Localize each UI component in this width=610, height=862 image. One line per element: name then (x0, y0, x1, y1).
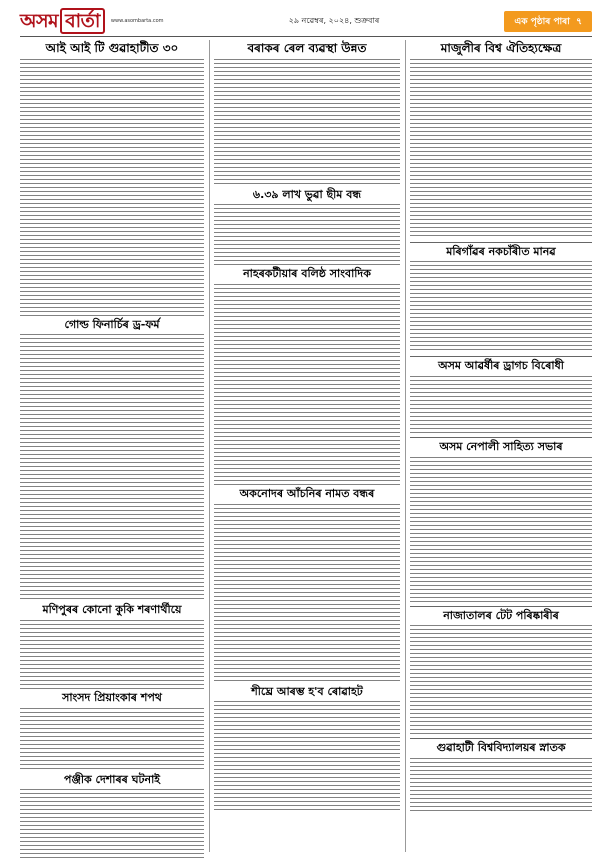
right-column (410, 40, 592, 814)
article-body (214, 701, 400, 811)
page-label: এক পৃষ্ঠাৰ পাৰা (514, 16, 570, 27)
article-headline: অকনোদৰ আঁচনিৰ নামত বন্ধৰ (239, 487, 375, 501)
article-headline: মৰিগাঁৱৰ নকচাঁৰীত মানৱ (446, 244, 556, 258)
logo-subtext: www.asombarta.com (110, 17, 164, 24)
article-body (214, 504, 400, 684)
article-headline: পঞ্জীক দেশাৰৰ ঘটনাই (64, 772, 160, 786)
article-body (214, 204, 400, 266)
column-separator (405, 40, 406, 852)
masthead (20, 8, 592, 34)
article-headline: নাহৰকটীয়াৰ বলিষ্ঠ সাংবাদিক (243, 267, 371, 281)
logo-text: অসম (20, 10, 59, 32)
article-body (410, 376, 592, 434)
page-number-badge (504, 11, 592, 32)
article-headline: বৰাকৰ ৰেল ব্যৱস্থা উন্নত (247, 41, 367, 55)
article-headline: অসম আৱৰ্ষীৰ ড্ৰাগচ বিৰোধী (438, 359, 564, 373)
article-headline: শীঘ্ৰে আৰম্ভ হ'ব ৰোৱাহট (251, 684, 363, 698)
article-body (20, 620, 204, 690)
logo-mark: বাৰ্তা (60, 8, 105, 34)
article-body (410, 758, 592, 814)
article-divider (410, 606, 592, 607)
article-body (410, 625, 592, 735)
article-headline: ৬.৩৯ লাখ ভুৱা ছীম বন্ধ (252, 187, 362, 201)
article-headline: নাজাতালৰ টেট পৰিষ্কাৰীৰ (443, 608, 559, 622)
article-body (20, 59, 204, 317)
article-body (20, 334, 204, 602)
article-divider (410, 437, 592, 438)
center-column (214, 40, 400, 811)
article-divider (410, 242, 592, 243)
article-headline: মণিপুৰৰ কোনো কুকি শৰণাৰ্থীয়ে (42, 603, 182, 617)
masthead-rule (20, 36, 592, 37)
article-divider (410, 738, 592, 739)
article-headline: অসম নেপালী সাহিত্য সভাৰ (439, 440, 563, 454)
article-headline: গুৱাহাটী বিশ্ববিদ্যালয়ৰ স্নাতক (436, 741, 566, 755)
article-body (214, 284, 400, 486)
article-headline: গোল্ড ফিনাৰ্চিৰ ড্ৰ-ফৰ্ম (64, 317, 160, 331)
page-number: ৭ (576, 16, 582, 27)
article-body (20, 708, 204, 772)
brand (20, 8, 164, 34)
article-headline: সাংসদ প্ৰিয়াংকাৰ শপথ (62, 691, 162, 705)
article-body (410, 261, 592, 353)
column-separator (209, 40, 210, 852)
article-divider (410, 356, 592, 357)
article-body (214, 59, 400, 187)
logo (20, 8, 105, 34)
issue-date: ২৯ নৱেম্বৰ, ২০২৪, শুক্ৰবাৰ (288, 15, 380, 25)
article-headline: মাজুলীৰ বিশ্ব ঐতিহ্যক্ষেত্ৰ (440, 41, 562, 55)
article-headline: আই আই টি গুৱাহাটীত ৩০ (45, 41, 179, 55)
article-body (410, 457, 592, 603)
article-body (410, 59, 592, 239)
article-body (20, 789, 204, 859)
left-column (20, 40, 204, 859)
